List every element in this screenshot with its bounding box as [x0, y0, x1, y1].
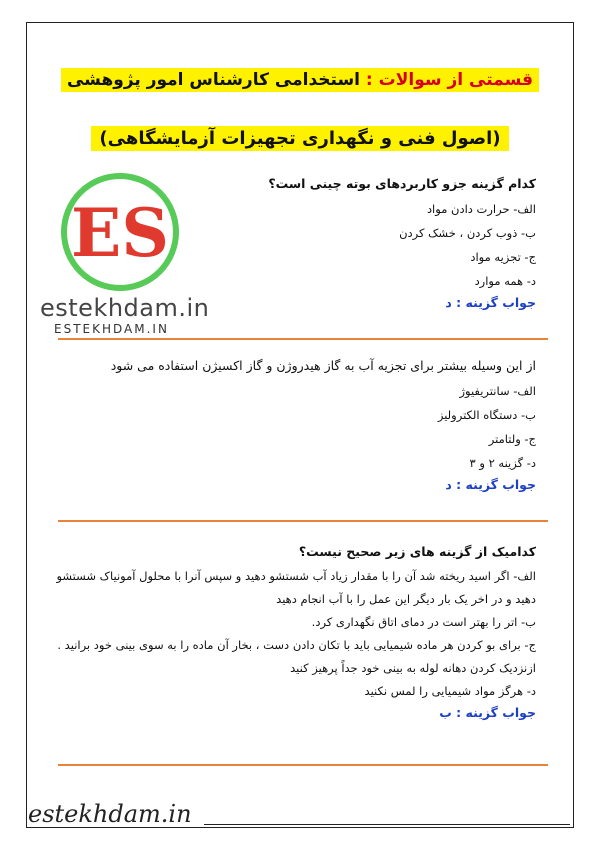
option-item: د- هرگز مواد شیمیایی را لمس نکنید [364, 684, 536, 698]
logo-site-text: estekhdam.in [40, 294, 210, 322]
option-item: ب- اتر را بهتر است در دمای اتاق نگهداری کرد. [311, 615, 536, 629]
subtitle-text: (اصول فنی و نگهداری تجهیزات آزمایشگاهی) [91, 126, 508, 151]
title-part2: استخدامی کارشناس امور پژوهشی [66, 70, 361, 90]
option-item: ج- ولتامتر [488, 432, 536, 446]
question-text: کدامیک از گزینه های زیر صحیح نیست؟ [298, 544, 536, 559]
option-item: ج- برای بو کردن هر ماده شیمیایی باید با تکان دادن دست ، بخار آن ماده را به سوی بینی خود برانید . [57, 638, 536, 652]
option-item: د- همه موارد [474, 274, 536, 288]
option-item: الف- حرارت دادن مواد [426, 202, 536, 216]
question-block-2 [56, 358, 536, 492]
answer-text: جواب گزینه : د [445, 477, 536, 492]
question-block-3 [56, 544, 536, 720]
logo-letters: ES [71, 194, 169, 272]
separator-line [58, 338, 548, 340]
footer-site-text: estekhdam.in [28, 800, 192, 828]
footer-underline [204, 824, 570, 825]
option-item: ب- ذوب کردن ، خشک کردن [399, 226, 536, 240]
es-logo-icon [60, 172, 180, 292]
answer-text: جواب گزینه : د [445, 295, 536, 310]
question-text: از این وسیله بیشتر برای تجزیه آب به گاز هیدروژن و گاز اکسیژن استفاده می شود [110, 358, 536, 373]
question-text: کدام گزینه جزو کاربردهای بوته چینی است؟ [268, 176, 536, 191]
separator-line [58, 764, 548, 766]
question-block-1 [236, 176, 536, 310]
option-item: ب- دستگاه الکترولیز [437, 408, 536, 422]
option-item: الف- اگر اسید ریخته شد آن را با مقدار زیاد آب شستشو دهید و سپس آنرا با محلول آمونیاک شستشو [56, 569, 536, 583]
separator-line [58, 520, 548, 522]
logo-sub-text: ESTEKHDAM.IN [54, 322, 169, 336]
answer-text: جواب گزینه : ب [439, 705, 536, 720]
title-part1: قسمتی از سوالات : [360, 70, 534, 90]
option-item: الف- سانتریفیوژ [459, 384, 536, 398]
option-item: ازنزدیک کردن دهانه لوله به بینی خود جداً پرهیز کنید [290, 661, 536, 675]
page-title [0, 70, 600, 90]
page-subtitle [0, 128, 600, 149]
option-item: دهید و در اخر یک بار دیگر این عمل را با آب انجام دهید [276, 592, 536, 606]
option-item: د- گزینه ۲ و ۳ [469, 456, 536, 470]
option-item: ج- تجزیه مواد [470, 250, 536, 264]
